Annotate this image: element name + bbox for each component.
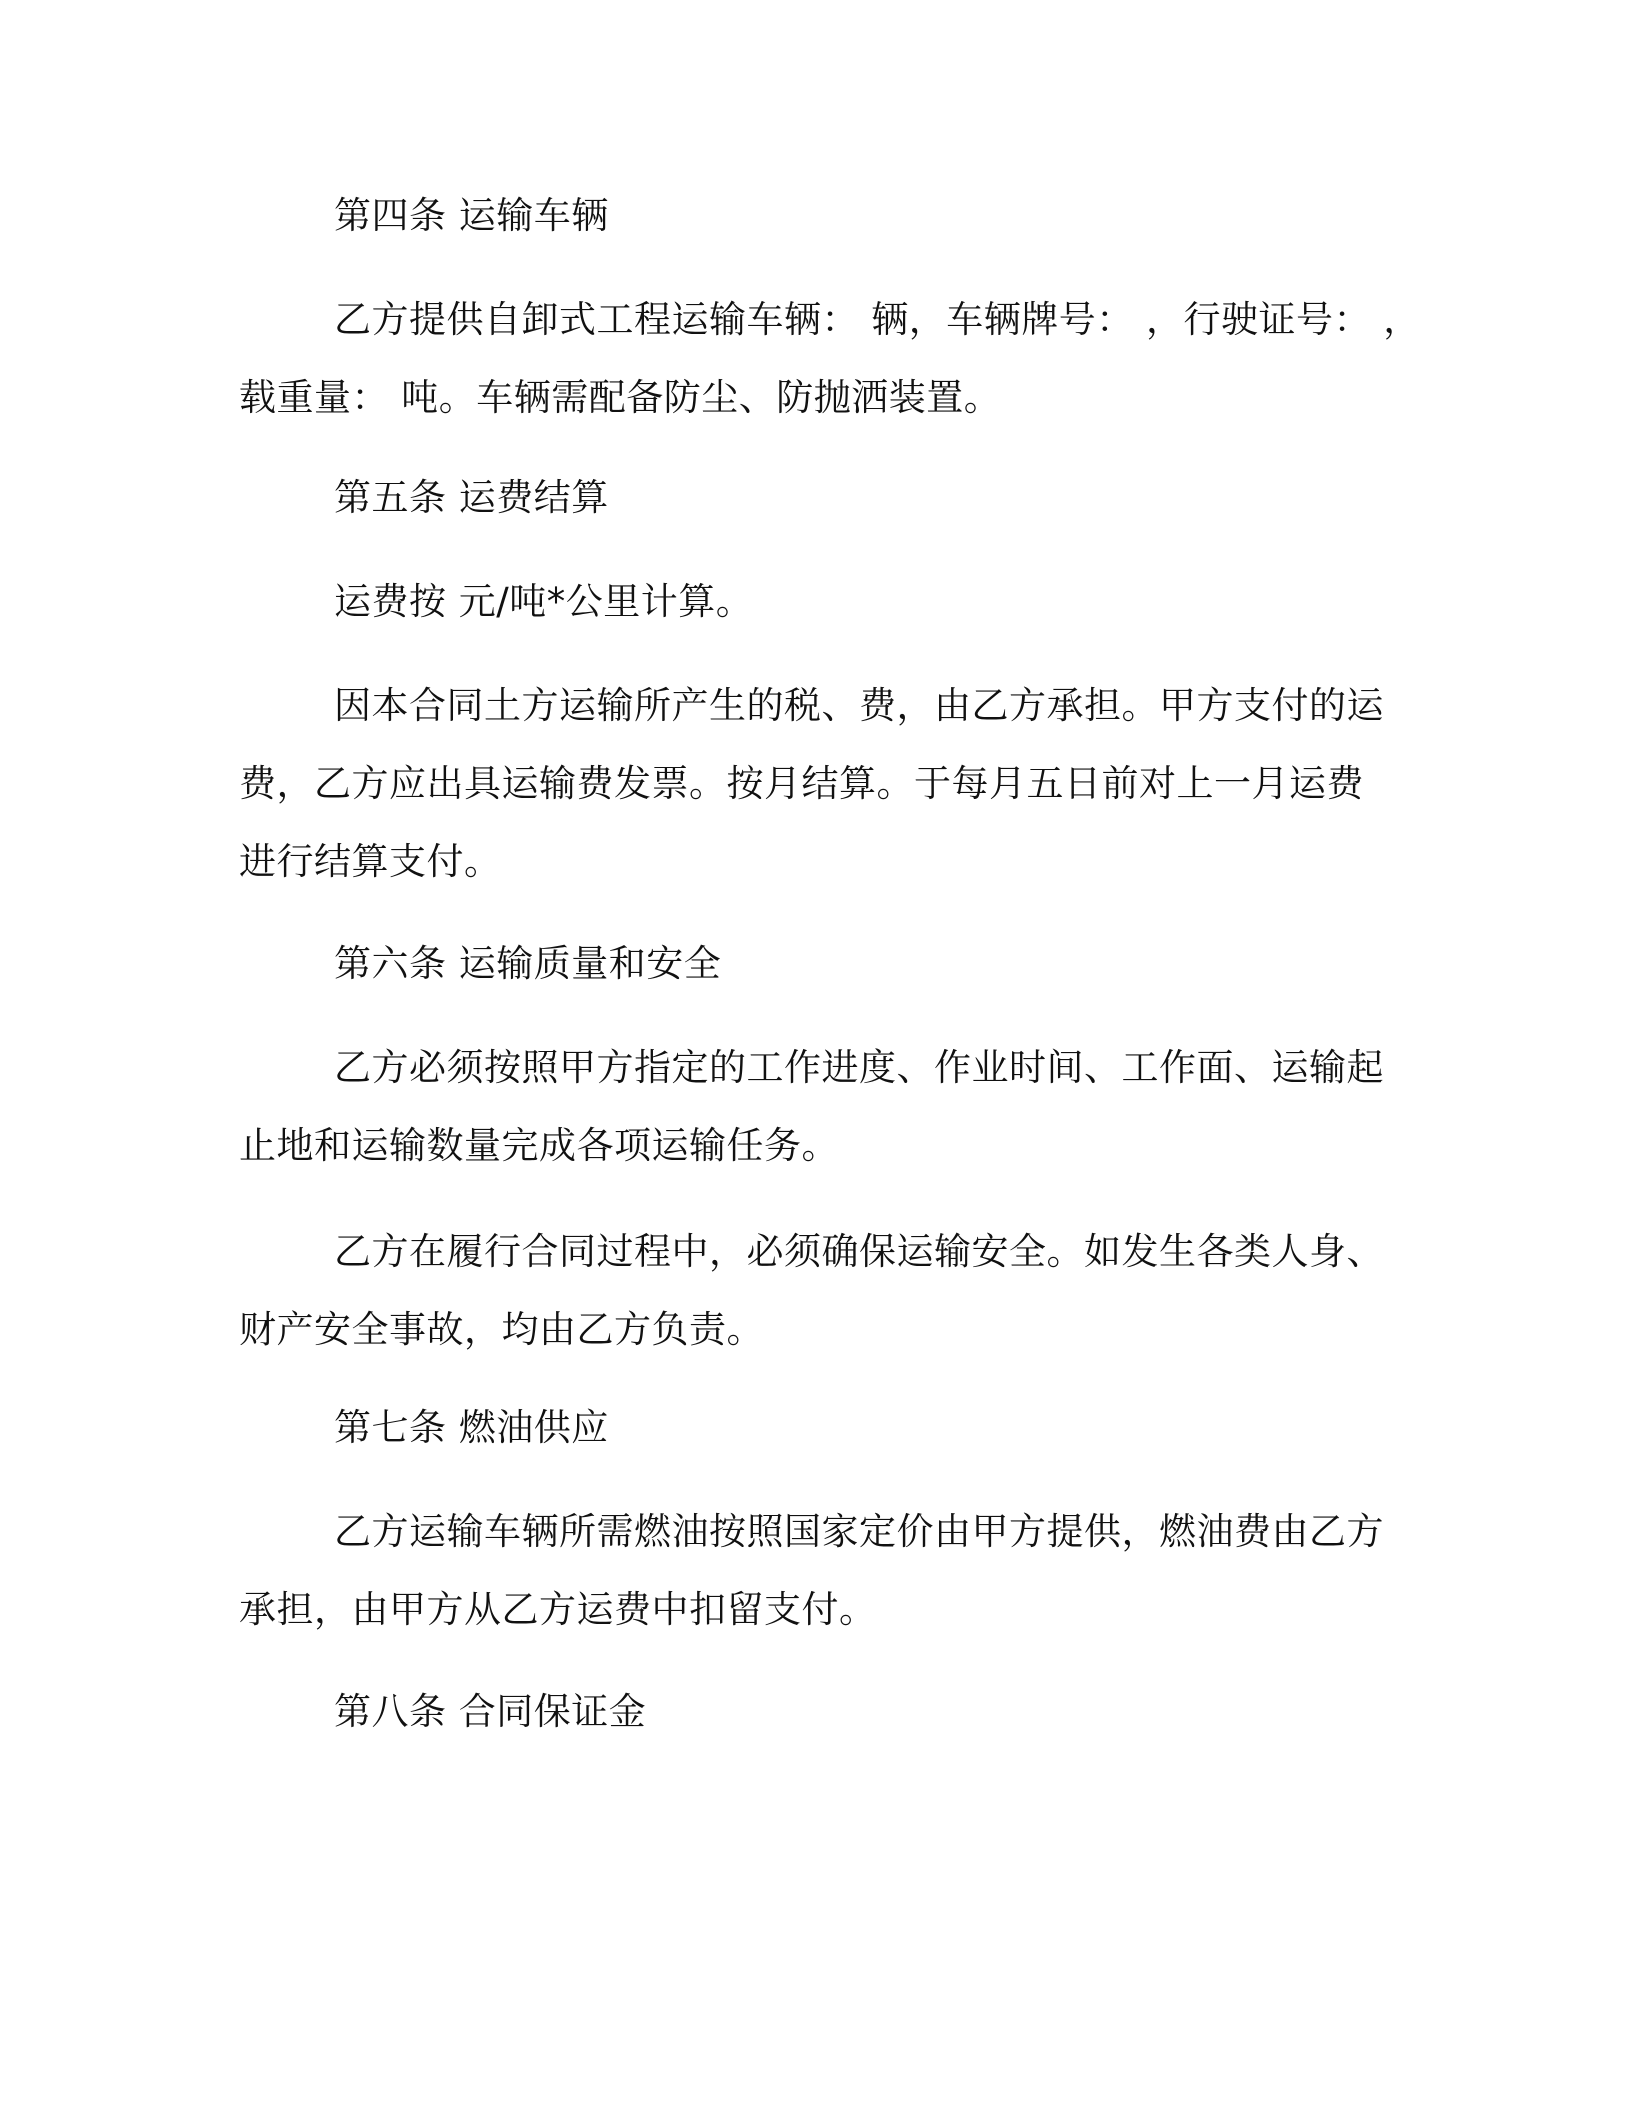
article-8-heading: 第八条 合同保证金 bbox=[334, 1690, 647, 1733]
article-5-paragraph-2-line-3: 进行结算支付。 bbox=[239, 840, 502, 883]
article-6-paragraph-2-line-2: 财产安全事故，均由乙方负责。 bbox=[239, 1308, 764, 1351]
article-6-paragraph-2-line-1: 乙方在履行合同过程中，必须确保运输安全。如发生各类人身、 bbox=[334, 1230, 1384, 1273]
article-5-paragraph-2-line-2: 费，乙方应出具运输费发票。按月结算。于每月五日前对上一月运费 bbox=[239, 762, 1364, 805]
article-4-paragraph-line-2: 载重量： 吨。车辆需配备防尘、防抛洒装置。 bbox=[239, 376, 1002, 419]
article-6-heading: 第六条 运输质量和安全 bbox=[334, 942, 722, 985]
article-6-paragraph-1-line-2: 止地和运输数量完成各项运输任务。 bbox=[239, 1124, 839, 1167]
article-7-heading: 第七条 燃油供应 bbox=[334, 1406, 609, 1449]
article-4-heading: 第四条 运输车辆 bbox=[334, 194, 609, 237]
article-4-paragraph-line-1: 乙方提供自卸式工程运输车辆： 辆，车辆牌号： ，行驶证号： ， bbox=[334, 298, 1421, 341]
article-5-paragraph-2-line-1: 因本合同土方运输所产生的税、费，由乙方承担。甲方支付的运 bbox=[334, 684, 1384, 727]
article-5-heading: 第五条 运费结算 bbox=[334, 476, 609, 519]
article-7-paragraph-line-2: 承担，由甲方从乙方运费中扣留支付。 bbox=[239, 1588, 877, 1631]
article-7-paragraph-line-1: 乙方运输车辆所需燃油按照国家定价由甲方提供，燃油费由乙方 bbox=[334, 1510, 1384, 1553]
article-5-paragraph-1: 运费按 元/吨*公里计算。 bbox=[334, 580, 754, 623]
article-6-paragraph-1-line-1: 乙方必须按照甲方指定的工作进度、作业时间、工作面、运输起 bbox=[334, 1046, 1384, 1089]
